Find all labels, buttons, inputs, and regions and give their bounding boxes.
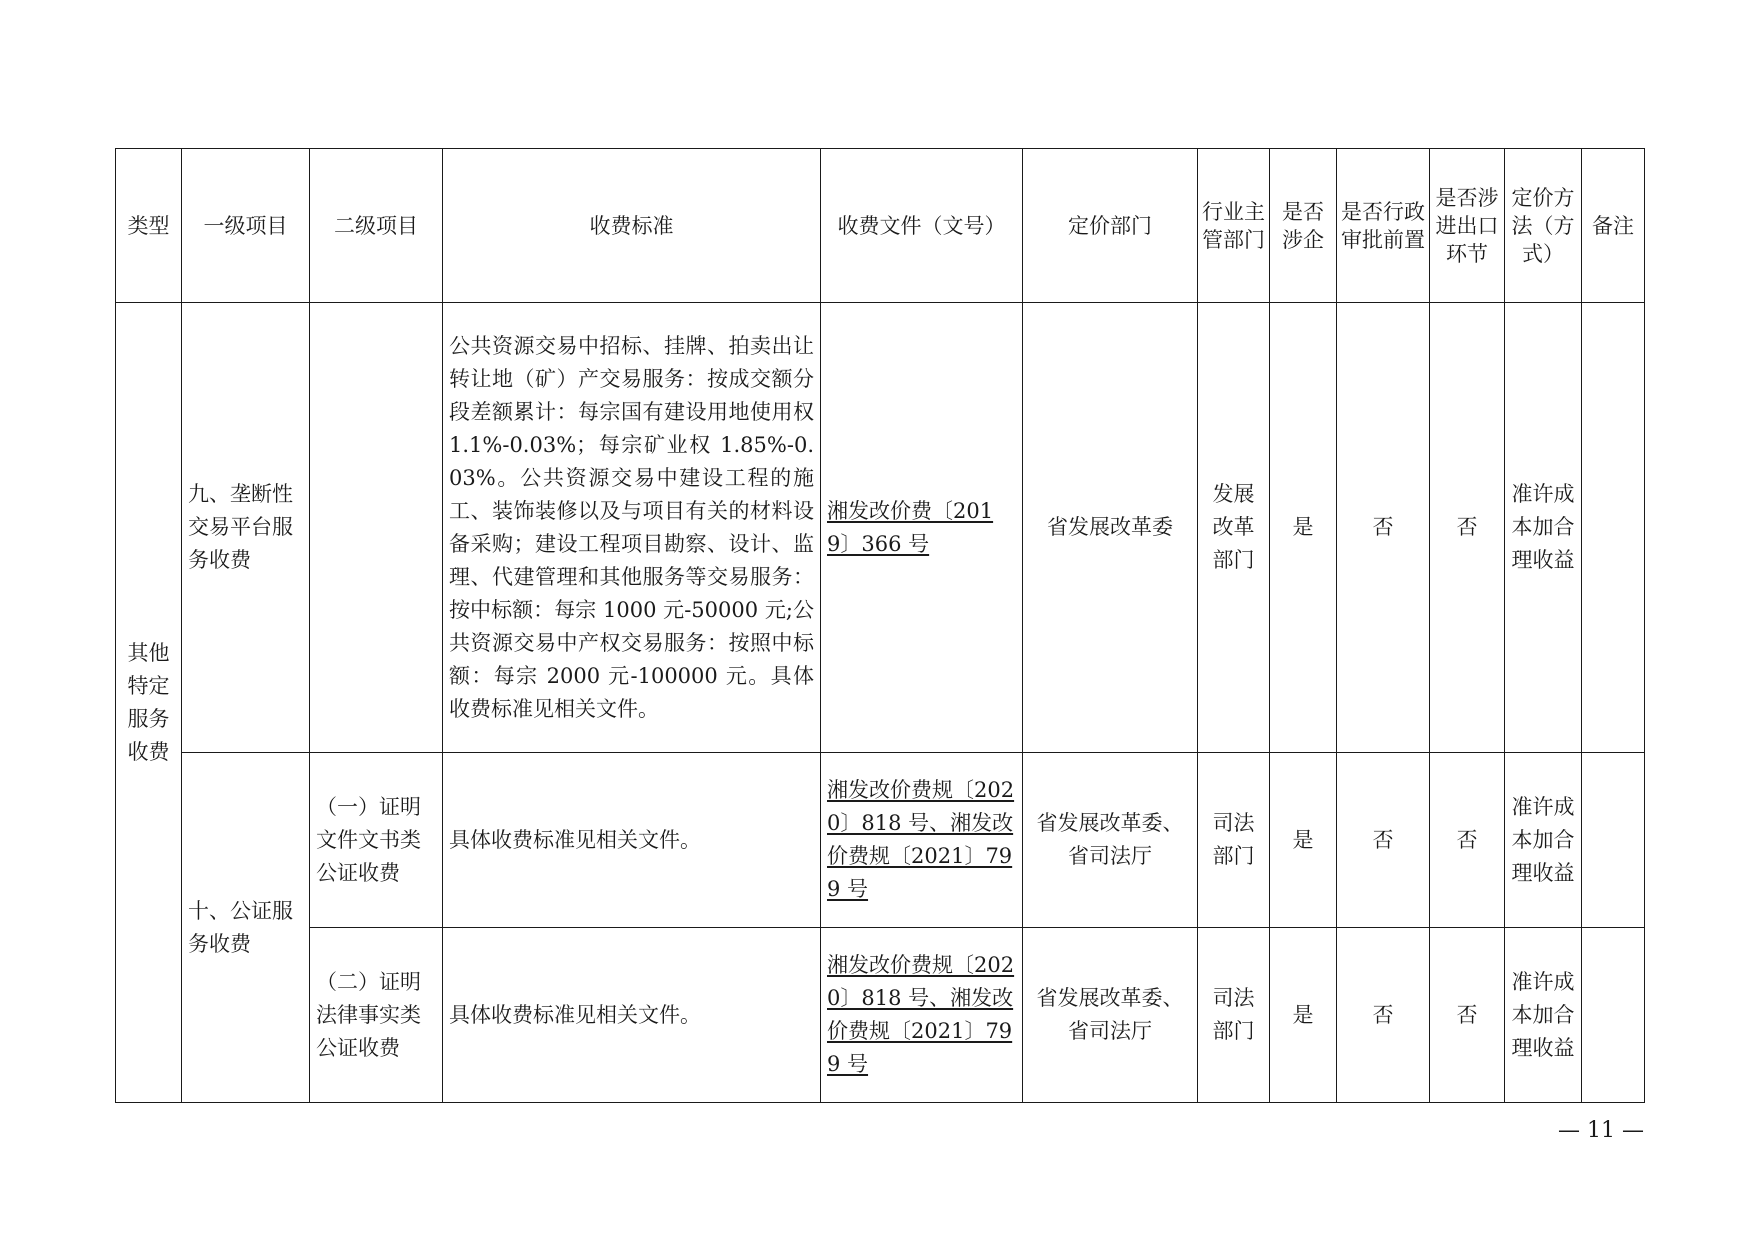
- pricing-dept-cell: 省发展改革委、省司法厅: [1023, 753, 1198, 928]
- category-cell: 其他特定服务收费: [116, 303, 182, 1103]
- pricing-method-cell: 准许成本加合理收益: [1505, 928, 1582, 1103]
- document-link[interactable]: 湘发改价费规〔2020〕818 号、湘发改价费规〔2021〕799 号: [827, 778, 1015, 901]
- admin-approval-cell: 否: [1337, 928, 1430, 1103]
- level2-cell: （二）证明法律事实类公证收费: [310, 928, 443, 1103]
- fee-table: [115, 148, 1645, 1103]
- header-pricing-dept: 定价部门: [1023, 149, 1198, 303]
- header-involves-enterprise: 是否涉企: [1270, 149, 1337, 303]
- import-export-cell: 否: [1430, 928, 1505, 1103]
- header-remark: 备注: [1582, 149, 1645, 303]
- header-row: [116, 149, 1645, 303]
- header-pricing-method: 定价方法（方式）: [1505, 149, 1582, 303]
- header-document: 收费文件（文号）: [821, 149, 1023, 303]
- table-row: [116, 928, 1645, 1103]
- level2-cell: （一）证明文件文书类公证收费: [310, 753, 443, 928]
- document-link[interactable]: 湘发改价费规〔2020〕818 号、湘发改价费规〔2021〕799 号: [827, 953, 1015, 1076]
- header-import-export: 是否涉进出口环节: [1430, 149, 1505, 303]
- level1-cell: 十、公证服务收费: [182, 753, 310, 1103]
- industry-dept-cell: 发展改革部门: [1198, 303, 1270, 753]
- remark-cell: [1582, 928, 1645, 1103]
- pricing-method-cell: 准许成本加合理收益: [1505, 753, 1582, 928]
- page-number: — 11 —: [1558, 1118, 1644, 1143]
- level1-cell: 九、垄断性交易平台服务收费: [182, 303, 310, 753]
- header-type: 类型: [116, 149, 182, 303]
- import-export-cell: 否: [1430, 303, 1505, 753]
- standard-cell: 具体收费标准见相关文件。: [443, 928, 821, 1103]
- table-row: [116, 753, 1645, 928]
- pricing-method-cell: 准许成本加合理收益: [1505, 303, 1582, 753]
- industry-dept-cell: 司法部门: [1198, 928, 1270, 1103]
- document-link[interactable]: 湘发改价费〔2019〕366 号: [827, 498, 994, 556]
- remark-cell: [1582, 303, 1645, 753]
- header-admin-approval: 是否行政审批前置: [1337, 149, 1430, 303]
- table-row: [116, 303, 1645, 753]
- header-level1: 一级项目: [182, 149, 310, 303]
- pricing-dept-cell: 省发展改革委: [1023, 303, 1198, 753]
- admin-approval-cell: 否: [1337, 303, 1430, 753]
- involves-enterprise-cell: 是: [1270, 753, 1337, 928]
- document-cell: [821, 753, 1023, 928]
- standard-cell: 公共资源交易中招标、挂牌、拍卖出让转让地（矿）产交易服务：按成交额分段差额累计：每宗国有建设用地使用权 1.1%-0.03%；每宗矿业权 1.85%-0.03%。公共资源交易中建设工程的施工、装饰装修以及与项目有关的材料设备采购；建设工程项目勘察、设计、监理、代建管理和其他服务等交易服务：按中标额：每宗 1000 元-50000 元;公共资源交易中产权交易服务：按照中标额：每宗 2000 元-100000 元。具体收费标准见相关文件。: [443, 303, 821, 753]
- industry-dept-cell: 司法部门: [1198, 753, 1270, 928]
- remark-cell: [1582, 753, 1645, 928]
- pricing-dept-cell: 省发展改革委、省司法厅: [1023, 928, 1198, 1103]
- document-cell: [821, 303, 1023, 753]
- header-industry-dept: 行业主管部门: [1198, 149, 1270, 303]
- standard-cell: 具体收费标准见相关文件。: [443, 753, 821, 928]
- involves-enterprise-cell: 是: [1270, 303, 1337, 753]
- import-export-cell: 否: [1430, 753, 1505, 928]
- header-level2: 二级项目: [310, 149, 443, 303]
- level2-cell: [310, 303, 443, 753]
- admin-approval-cell: 否: [1337, 753, 1430, 928]
- document-cell: [821, 928, 1023, 1103]
- header-standard: 收费标准: [443, 149, 821, 303]
- involves-enterprise-cell: 是: [1270, 928, 1337, 1103]
